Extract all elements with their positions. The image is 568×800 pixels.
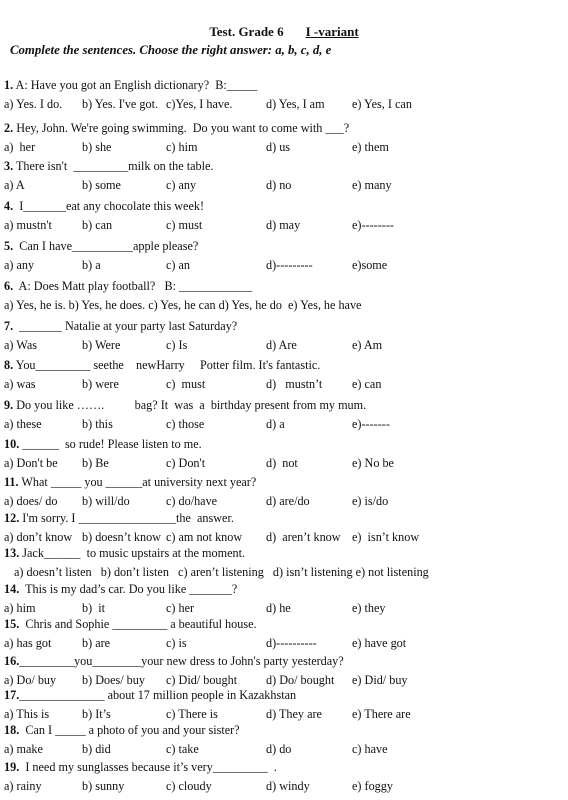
answer-option-e[interactable]: e) No be bbox=[352, 456, 394, 470]
answer-option-a[interactable]: a) these bbox=[4, 417, 42, 431]
answer-option-e[interactable]: e) foggy bbox=[352, 779, 393, 793]
answer-option-a[interactable]: a) Do/ buy bbox=[4, 673, 57, 687]
answer-option-e[interactable]: e) isn’t know bbox=[352, 530, 420, 544]
answer-option-b[interactable]: b) were bbox=[82, 377, 119, 391]
answer-option-c[interactable]: c) must bbox=[166, 377, 206, 391]
answer-option-c[interactable]: c) Did/ bought bbox=[166, 673, 238, 687]
answer-option-c[interactable]: c) those bbox=[166, 417, 205, 431]
answer-option-d[interactable]: d)---------- bbox=[266, 636, 317, 650]
question-3 bbox=[4, 159, 213, 173]
answer-option-b[interactable]: b) this bbox=[82, 417, 113, 431]
answer-option-e[interactable]: e) Did/ buy bbox=[352, 673, 408, 687]
answer-option-e[interactable]: e) Am bbox=[352, 338, 383, 352]
title-text: Test. Grade 6 bbox=[209, 24, 284, 39]
answer-option-b[interactable]: b) Be bbox=[82, 456, 109, 470]
question-7 bbox=[4, 319, 237, 333]
answer-option-e[interactable]: e) many bbox=[352, 178, 392, 192]
answer-option-b[interactable]: b) Yes. I've got. bbox=[82, 97, 158, 111]
question-number: 16. bbox=[4, 654, 20, 668]
answer-option-b[interactable]: b) she bbox=[82, 140, 112, 154]
answer-option-c[interactable]: c) Don't bbox=[166, 456, 206, 470]
answer-option-e[interactable]: e)------- bbox=[352, 417, 390, 431]
answer-option-a[interactable]: a) A bbox=[4, 178, 25, 192]
answer-option-c[interactable]: c) is bbox=[166, 636, 187, 650]
question-number: 8. bbox=[4, 358, 14, 372]
question-number: 14. bbox=[4, 582, 20, 596]
question-text: A: Have you got an English dictionary? B:_____ bbox=[13, 78, 258, 92]
answer-option-d[interactable]: d) mustn’t bbox=[266, 377, 323, 391]
answer-option-a[interactable]: a) has got bbox=[4, 636, 52, 650]
question-4 bbox=[4, 199, 204, 213]
question-text: ______ so rude! Please listen to me. bbox=[19, 437, 202, 451]
answer-option-e[interactable]: e)some bbox=[352, 258, 388, 272]
question-8 bbox=[4, 358, 320, 372]
answer-option-c[interactable]: c) any bbox=[166, 178, 197, 192]
question-14 bbox=[4, 582, 237, 596]
answer-option-d[interactable]: d)--------- bbox=[266, 258, 313, 272]
question-text: Chris and Sophie _________ a beautiful house. bbox=[19, 617, 257, 631]
question-number: 1. bbox=[4, 78, 14, 92]
answer-option-a[interactable]: a) any bbox=[4, 258, 35, 272]
question-text: This is my dad’s car. Do you like _______? bbox=[19, 582, 238, 596]
answer-option-d[interactable]: d) are/do bbox=[266, 494, 310, 508]
question-19 bbox=[4, 760, 277, 774]
answer-option-a[interactable]: a) don’t know bbox=[4, 530, 73, 544]
question-number: 12. bbox=[4, 511, 20, 525]
answer-option-c[interactable]: c) Is bbox=[166, 338, 188, 352]
answer-option-b[interactable]: b) a bbox=[82, 258, 101, 272]
question-number: 5. bbox=[4, 239, 14, 253]
answer-option-b[interactable]: b) Does/ buy bbox=[82, 673, 145, 687]
answer-option-d[interactable]: d) Do/ bought bbox=[266, 673, 335, 687]
answer-option-a[interactable]: a) make bbox=[4, 742, 43, 756]
question-number: 19. bbox=[4, 760, 20, 774]
answer-option-e[interactable]: e) have got bbox=[352, 636, 407, 650]
question-12 bbox=[4, 511, 234, 525]
question-text: Can I have__________apple please? bbox=[13, 239, 199, 253]
variant-label: I -variant bbox=[305, 24, 359, 39]
question-text: Do you like ……. bag? It was a birthday present from my mum. bbox=[13, 398, 367, 412]
answer-option-e[interactable]: e)-------- bbox=[352, 218, 394, 232]
answer-option-e[interactable]: e) can bbox=[352, 377, 382, 391]
question-number: 11. bbox=[4, 475, 19, 489]
answer-option-a[interactable]: a) Don't be bbox=[4, 456, 58, 470]
question-16 bbox=[4, 654, 344, 668]
question-number: 9. bbox=[4, 398, 14, 412]
question-number: 4. bbox=[4, 199, 14, 213]
answer-option-a[interactable]: a) rainy bbox=[4, 779, 42, 793]
answer-option-d[interactable]: d) aren’t know bbox=[266, 530, 341, 544]
answer-option-d[interactable]: d) may bbox=[266, 218, 301, 232]
answer-option-d[interactable]: d) no bbox=[266, 178, 292, 192]
question-5 bbox=[4, 239, 198, 253]
answer-option-b[interactable]: b) it bbox=[82, 601, 106, 615]
answer-option-e[interactable]: c) have bbox=[352, 742, 388, 756]
answer-option-b[interactable]: b) doesn’t know bbox=[82, 530, 161, 544]
answer-option-line[interactable]: a) doesn’t listen b) don’t listen c) aren’t listening d) isn’t listening e) not listening bbox=[14, 565, 429, 579]
question-text: There isn't _________milk on the table. bbox=[13, 159, 214, 173]
instructions: Complete the sentences. Choose the right answer: a, b, c, d, e bbox=[10, 43, 332, 57]
answer-option-e[interactable]: e) Yes, I can bbox=[352, 97, 412, 111]
answer-option-a[interactable]: a) Yes. I do. bbox=[4, 97, 63, 111]
question-text: _______ Natalie at your party last Saturday? bbox=[13, 319, 238, 333]
answer-option-c[interactable]: c) There is bbox=[166, 707, 218, 721]
answer-option-d[interactable]: d) a bbox=[266, 417, 285, 431]
question-11 bbox=[4, 475, 256, 489]
answer-option-a[interactable]: a) him bbox=[4, 601, 36, 615]
question-number: 2. bbox=[4, 121, 14, 135]
answer-option-d[interactable]: d) Yes, I am bbox=[266, 97, 325, 111]
question-number: 18. bbox=[4, 723, 20, 737]
question-10 bbox=[4, 437, 202, 451]
answer-option-d[interactable]: d) windy bbox=[266, 779, 310, 793]
question-text: I'm sorry. I ________________the answer. bbox=[19, 511, 234, 525]
answer-option-a[interactable]: a) was bbox=[4, 377, 36, 391]
question-1 bbox=[4, 78, 257, 92]
answer-option-b[interactable]: b) are bbox=[82, 636, 111, 650]
answer-option-d[interactable]: d) do bbox=[266, 742, 292, 756]
question-text: _________you________your new dress to John's party yesterday? bbox=[19, 654, 344, 668]
answer-option-b[interactable]: b) did bbox=[82, 742, 111, 756]
question-2 bbox=[4, 121, 349, 135]
question-text: Hey, John. We're going swimming. Do you want to come with ___? bbox=[13, 121, 350, 135]
answer-option-c[interactable]: c) an bbox=[166, 258, 191, 272]
question-text: Can I _____ a photo of you and your sister? bbox=[19, 723, 240, 737]
question-number: 15. bbox=[4, 617, 20, 631]
question-number: 13. bbox=[4, 546, 20, 560]
question-9 bbox=[4, 398, 366, 412]
question-text: I_______eat any chocolate this week! bbox=[13, 199, 205, 213]
answer-option-b[interactable]: b) will/do bbox=[82, 494, 130, 508]
answer-option-c[interactable]: c)Yes, I have. bbox=[166, 97, 233, 111]
answer-option-d[interactable]: d) us bbox=[266, 140, 291, 154]
answer-option-c[interactable]: c) must bbox=[166, 218, 203, 232]
question-number: 7. bbox=[4, 319, 14, 333]
answer-option-b[interactable]: b) sunny bbox=[82, 779, 125, 793]
answer-option-c[interactable]: c) take bbox=[166, 742, 199, 756]
question-number: 6. bbox=[4, 279, 14, 293]
question-15 bbox=[4, 617, 257, 631]
answer-option-a[interactable]: a) does/ do bbox=[4, 494, 58, 508]
question-number: 10. bbox=[4, 437, 20, 451]
answer-option-line[interactable]: a) Yes, he is. b) Yes, he does. c) Yes, he can d) Yes, he do e) Yes, he have bbox=[4, 298, 362, 312]
test-title bbox=[0, 24, 568, 40]
answer-option-b[interactable]: b) can bbox=[82, 218, 113, 232]
answer-option-a[interactable]: a) mustn't bbox=[4, 218, 52, 232]
question-number: 17. bbox=[4, 688, 20, 702]
answer-option-e[interactable]: e) There are bbox=[352, 707, 411, 721]
question-13 bbox=[4, 546, 245, 560]
answer-option-c[interactable]: c) do/have bbox=[166, 494, 218, 508]
answer-option-d[interactable]: d) he bbox=[266, 601, 291, 615]
answer-option-e[interactable]: e) is/do bbox=[352, 494, 389, 508]
question-18 bbox=[4, 723, 240, 737]
question-text: What _____ you ______at university next year? bbox=[18, 475, 257, 489]
answer-option-a[interactable]: a) Was bbox=[4, 338, 37, 352]
question-number: 3. bbox=[4, 159, 14, 173]
answer-option-c[interactable]: c) her bbox=[166, 601, 195, 615]
question-text: A: Does Matt play football? B: ____________ bbox=[13, 279, 253, 293]
question-6 bbox=[4, 279, 252, 293]
answer-option-e[interactable]: e) they bbox=[352, 601, 386, 615]
answer-option-b[interactable]: b) some bbox=[82, 178, 121, 192]
answer-option-b[interactable]: b) Were bbox=[82, 338, 121, 352]
answer-option-c[interactable]: c) am not know bbox=[166, 530, 243, 544]
answer-option-b[interactable]: b) It’s bbox=[82, 707, 111, 721]
question-text: ______________ about 17 million people in Kazakhstan bbox=[19, 688, 297, 702]
answer-option-d[interactable]: d) not bbox=[266, 456, 298, 470]
question-text: You_________ seethe newHarry Potter film. It's fantastic. bbox=[13, 358, 321, 372]
question-text: I need my sunglasses because it’s very_________ . bbox=[19, 760, 277, 774]
answer-option-c[interactable]: c) him bbox=[166, 140, 198, 154]
answer-option-c[interactable]: c) cloudy bbox=[166, 779, 212, 793]
answer-option-d[interactable]: d) Are bbox=[266, 338, 297, 352]
answer-option-a[interactable]: a) This is bbox=[4, 707, 50, 721]
question-text: Jack______ to music upstairs at the moment. bbox=[19, 546, 246, 560]
answer-option-a[interactable]: a) her bbox=[4, 140, 36, 154]
answer-option-e[interactable]: e) them bbox=[352, 140, 389, 154]
answer-option-d[interactable]: d) They are bbox=[266, 707, 322, 721]
question-17 bbox=[4, 688, 296, 702]
